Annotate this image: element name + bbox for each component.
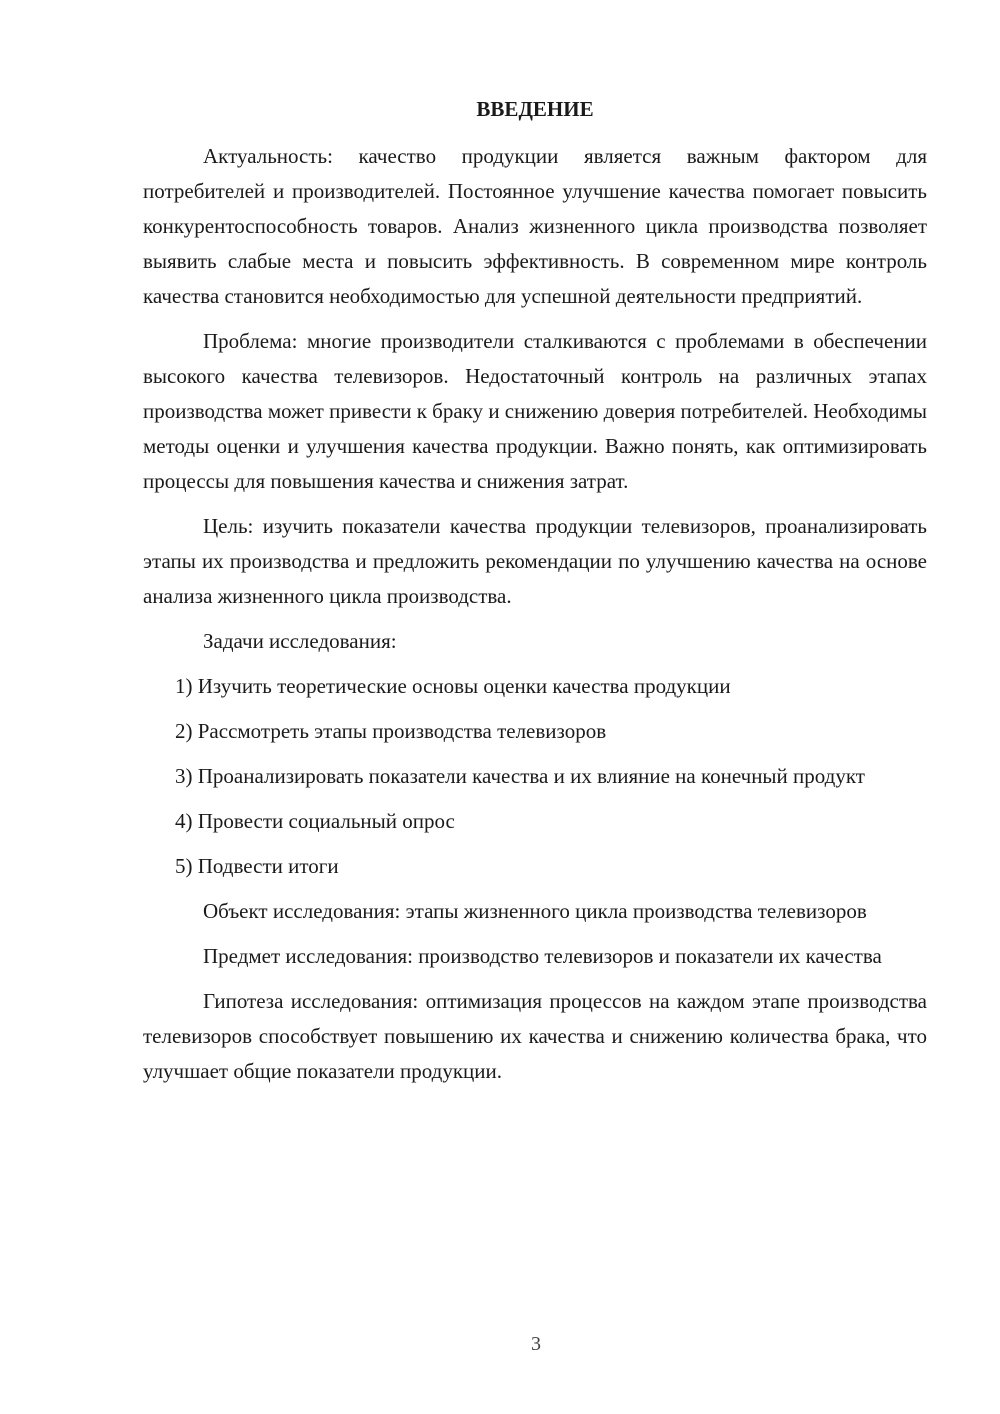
task-item-1: 1) Изучить теоретические основы оценки качества продукции	[175, 674, 731, 698]
hypothesis-paragraph: Гипотеза исследования: оптимизация процессов на каждом этапе производства телевизоров способствует повышению их качества и снижению количества брака, что улучшает общие показатели продукции.	[143, 989, 927, 1083]
task-item-3: 3) Проанализировать показатели качества и их влияние на конечный продукт	[175, 764, 865, 788]
tasks-intro: Задачи исследования:	[203, 629, 397, 653]
goal-paragraph: Цель: изучить показатели качества продукции телевизоров, проанализировать этапы их производства и предложить рекомендации по улучшению качества на основе анализа жизненного цикла производства.	[143, 514, 927, 608]
task-item-2: 2) Рассмотреть этапы производства телевизоров	[175, 719, 607, 743]
task-item-5: 5) Подвести итоги	[175, 854, 339, 878]
page-number: 3	[531, 1333, 541, 1355]
subject-paragraph: Предмет исследования: производство телевизоров и показатели их качества	[203, 944, 882, 968]
relevance-paragraph: Актуальность: качество продукции является важным фактором для потребителей и производителей. Постоянное улучшение качества помогает повысить конкурентоспособность товаров. Анализ жизненного цикла производства позволяет выявить слабые места и повысить эффективность. В современном мире контроль качества становится необходимостью для успешной деятельности предприятий.	[143, 144, 927, 308]
problem-paragraph: Проблема: многие производители сталкиваются с проблемами в обеспечении высокого качества телевизоров. Недостаточный контроль на различных этапах производства может привести к браку и снижению доверия потребителей. Необходимы методы оценки и улучшения качества продукции. Важно понять, как оптимизировать процессы для повышения качества и снижения затрат.	[143, 329, 927, 493]
task-item-4: 4) Провести социальный опрос	[175, 809, 455, 833]
document-page	[143, 92, 927, 1099]
object-paragraph: Объект исследования: этапы жизненного цикла производства телевизоров	[203, 899, 867, 923]
section-heading: ВВЕДЕНИЕ	[476, 97, 594, 121]
